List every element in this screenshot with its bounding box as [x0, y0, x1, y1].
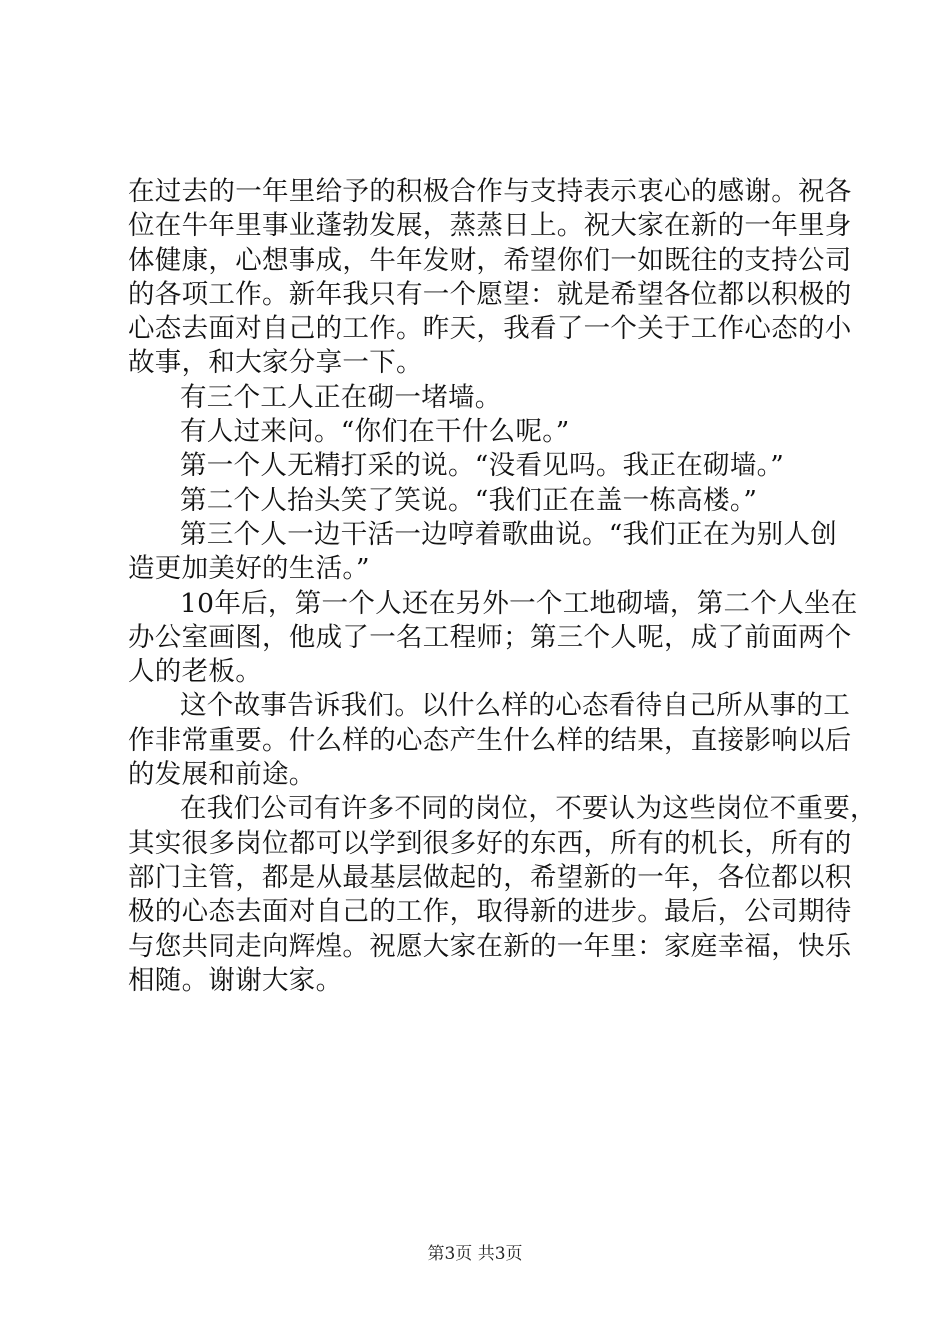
- text-line: 10年后，第一个人还在另外一个工地砌墙，第二个人坐在: [180, 587, 858, 619]
- text-line: 在过去的一年里给予的积极合作与支持表示衷心的感谢。祝各: [128, 176, 852, 207]
- text-line: 在我们公司有许多不同的岗位，不要认为这些岗位不重要，: [180, 793, 877, 825]
- text-line: 有人过来问。“你们在干什么呢。”: [180, 416, 570, 448]
- text-line: 心态去面对自己的工作。昨天，我看了一个关于工作心态的小: [128, 313, 852, 345]
- text-line: 第二个人抬头笑了笑说。“我们正在盖一栋高楼。”: [180, 484, 758, 516]
- text-line: 与您共同走向辉煌。祝愿大家在新的一年里：家庭幸福，快乐: [128, 930, 852, 962]
- text-line: 作非常重要。什么样的心态产生什么样的结果，直接影响以后: [128, 724, 852, 756]
- text-line: 的各项工作。新年我只有一个愿望：就是希望各位都以积极的: [128, 278, 852, 310]
- text-line: 办公室画图，他成了一名工程师；第三个人呢，成了前面两个: [128, 621, 852, 653]
- text-line: 的发展和前途。: [128, 759, 316, 791]
- text-line: 第三个人一边干活一边哼着歌曲说。“我们正在为别人创: [180, 518, 838, 550]
- text-line: 极的心态去面对自己的工作，取得新的进步。最后，公司期待: [128, 896, 852, 928]
- text-line: 其实很多岗位都可以学到很多好的东西，所有的机长，所有的: [128, 827, 852, 859]
- text-line: 相随。谢谢大家。: [128, 964, 343, 996]
- text-line: 造更加美好的生活。”: [128, 553, 370, 585]
- document-body: [128, 175, 877, 998]
- text-line: 故事，和大家分享一下。: [128, 347, 423, 379]
- text-line: 位在牛年里事业蓬勃发展，蒸蒸日上。祝大家在新的一年里身: [128, 210, 852, 242]
- text-line: 这个故事告诉我们。以什么样的心态看待自己所从事的工: [180, 690, 850, 722]
- text-line: 部门主管，都是从最基层做起的，希望新的一年，各位都以积: [128, 861, 852, 893]
- text-line: 第一个人无精打采的说。“没看见吗。我正在砌墙。”: [180, 450, 785, 482]
- text-line: 人的老板。: [128, 656, 262, 688]
- text-line: 有三个工人正在砌一堵墙。: [180, 381, 502, 413]
- page-number-footer: 第3页 共3页: [427, 1244, 523, 1264]
- text-line: 体健康，心想事成，牛年发财，希望你们一如既往的支持公司: [128, 244, 852, 276]
